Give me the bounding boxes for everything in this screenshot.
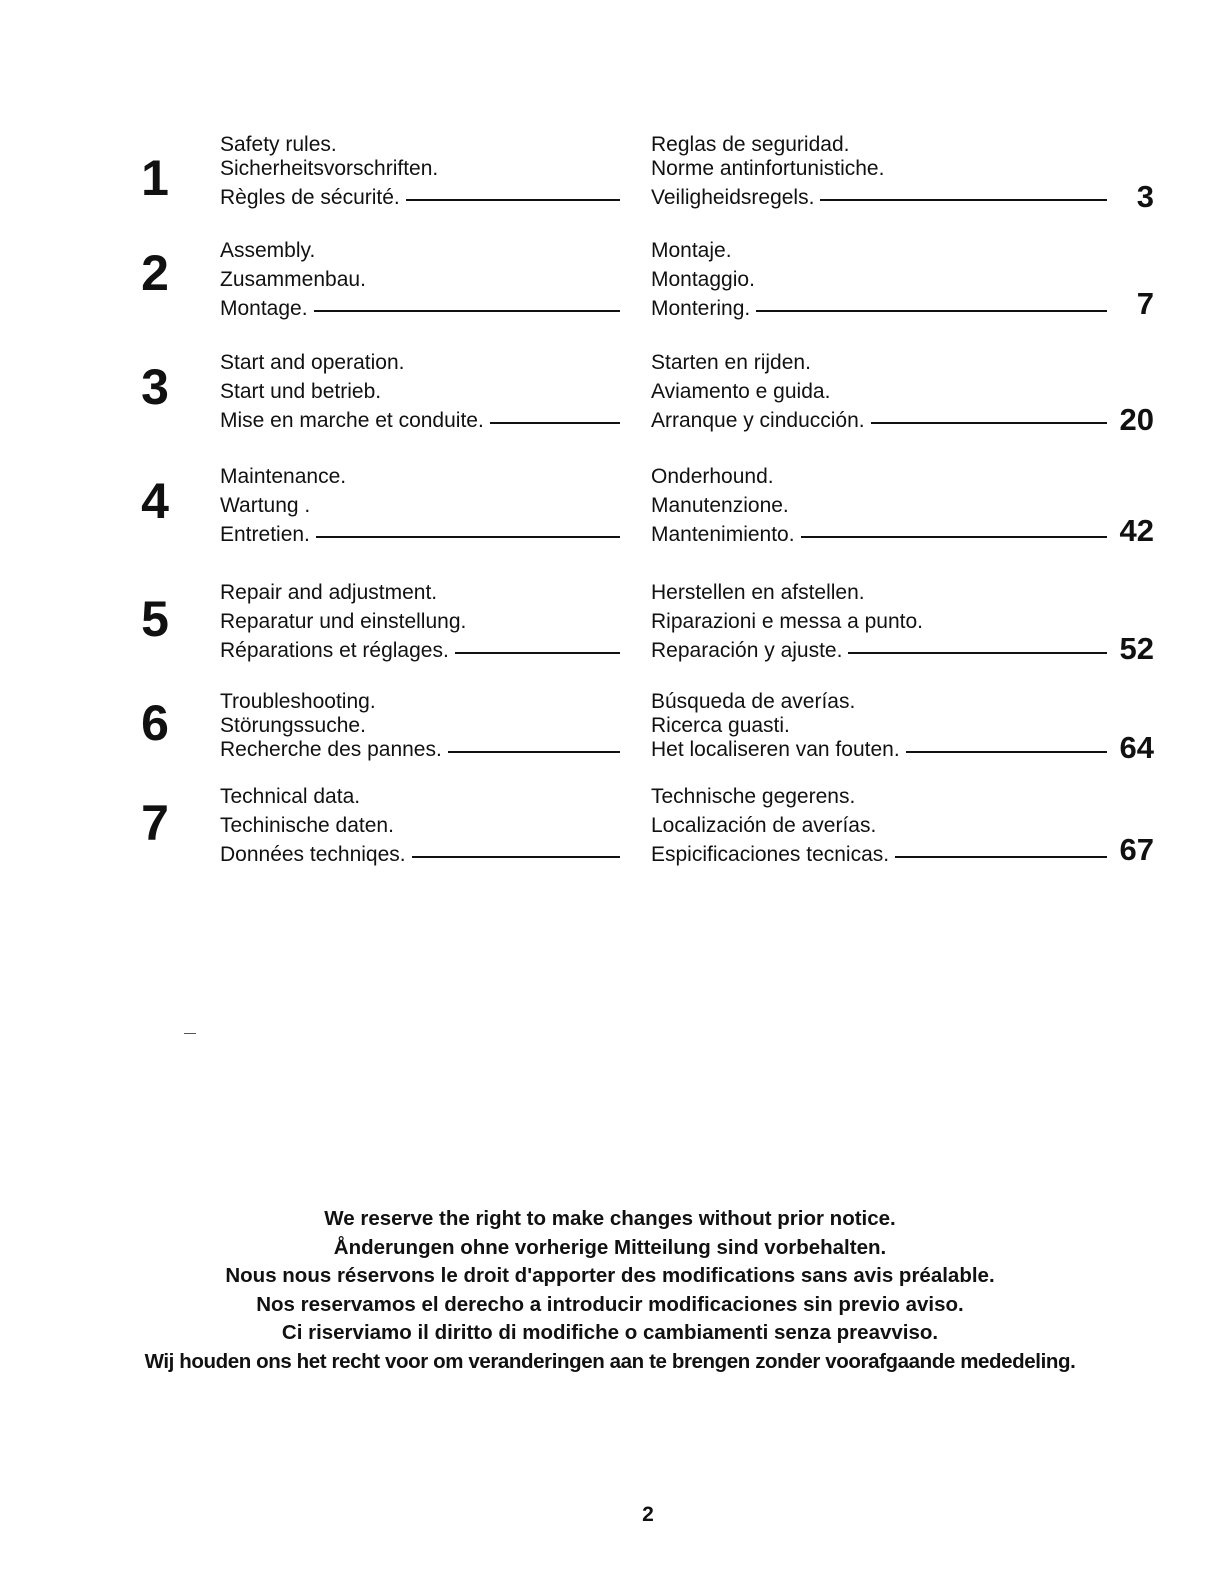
dot-leader [490,422,620,424]
toc-entry-de: Sicherheitsvorschriften. [220,157,439,180]
toc-entry-de: Wartung . [220,494,311,517]
toc-section-5 [0,578,1220,678]
change-notice [0,1205,1220,1377]
notice-line-fr: Nous nous réservons le droit d'apporter des modifications sans avis préalable. [225,1264,995,1288]
toc-entry-it: Norme antinfortunistiche. [651,157,885,180]
toc-entry-es: Montaje. [651,239,732,262]
page-reference: 20 [1119,402,1154,437]
notice-line-it: Ci riserviamo il diritto di modifiche o cambiamenti senza preavviso. [281,1321,939,1345]
toc-entry-fr: Réparations et réglages. [220,636,620,665]
section-number: 5 [141,591,169,647]
toc-entry-es: Technische gegerens. [651,785,856,808]
toc-entry-it: Manutenzione. [651,494,789,517]
toc-entry-es: Starten en rijden. [651,351,811,374]
dot-leader [756,310,1107,312]
section-number: 7 [141,795,169,851]
toc-entry-nl: Reparación y ajuste. [651,636,1107,665]
toc-entry-it: Ricerca guasti. [651,714,790,737]
toc-entry-de: Start und betrieb. [220,380,382,403]
notice-line-nl: Wij houden ons het recht voor om veranderingen aan te brengen zonder voorafgaande mededeling. [144,1349,1076,1373]
toc-section-7 [0,782,1220,882]
toc-entry-nl: Espicificaciones tecnicas. [651,840,1107,869]
section-number: 1 [141,150,169,206]
page-reference: 7 [1136,286,1154,321]
toc-section-6 [0,690,1220,790]
toc-left-column [220,236,620,323]
toc-right-column [651,133,1107,210]
toc-entry-it: Aviamento e guida. [651,380,831,403]
toc-entry-en: Repair and adjustment. [220,581,438,604]
page-reference: 64 [1119,730,1154,765]
toc-entry-en: Assembly. [220,239,316,262]
toc-entry-es: Búsqueda de averías. [651,690,856,713]
section-number: 6 [141,695,169,751]
toc-entry-en: Start and operation. [220,351,405,374]
toc-left-column [220,133,620,210]
dot-leader [406,199,620,201]
toc-entry-nl: Veiligheidsregels. [651,181,1107,210]
toc-section-2 [0,236,1220,336]
section-number: 2 [141,245,169,301]
page-reference: 67 [1119,832,1154,867]
toc-left-column [220,348,620,435]
notice-line-en: We reserve the right to make changes without prior notice. [324,1207,896,1230]
toc-entry-nl: Montering. [651,294,1107,323]
dot-leader [871,422,1107,424]
toc-entry-nl: Het localiseren van fouten. [651,738,1107,762]
toc-entry-it: Localización de averías. [651,814,877,837]
notice-line-es: Nos reservamos el derecho a introducir modificaciones sin previo aviso. [256,1292,964,1316]
dot-leader [316,536,620,538]
toc-right-column [651,462,1107,549]
dot-leader [820,199,1107,201]
toc-section-3 [0,348,1220,448]
dot-leader [455,652,620,654]
dot-leader [848,652,1107,654]
toc-entry-fr: Règles de sécurité. [220,181,620,210]
toc-entry-fr: Recherche des pannes. [220,738,620,762]
toc-right-column [651,348,1107,435]
toc-right-column [651,690,1107,762]
toc-left-column [220,690,620,762]
toc-entry-it: Montaggio. [651,268,755,291]
page-reference: 42 [1119,513,1154,548]
toc-entry-fr: Données techniqes. [220,840,620,869]
toc-left-column [220,462,620,549]
toc-entry-en: Safety rules. [220,133,337,156]
toc-entry-it: Riparazioni e messa a punto. [651,610,923,633]
dot-leader [412,856,620,858]
dot-leader [448,751,620,753]
toc-entry-es: Herstellen en afstellen. [651,581,865,604]
toc-entry-nl: Mantenimiento. [651,520,1107,549]
toc-entry-de: Techinische daten. [220,814,394,837]
toc-entry-en: Maintenance. [220,465,347,488]
toc-entry-fr: Montage. [220,294,620,323]
toc-entry-en: Troubleshooting. [220,690,376,713]
scan-speck [184,1033,196,1034]
toc-right-column [651,782,1107,869]
toc-entry-nl: Arranque y cinducción. [651,406,1107,435]
section-number: 3 [141,359,169,415]
section-number: 4 [141,473,169,529]
toc-left-column [220,782,620,869]
notice-line-de: Ånderungen ohne vorherige Mitteilung sind vorbehalten. [333,1235,887,1259]
toc-entry-de: Reparatur und einstellung. [220,610,467,633]
dot-leader [314,310,620,312]
toc-section-1 [0,133,1220,233]
toc-entry-de: Zusammenbau. [220,268,366,291]
toc-entry-fr: Mise en marche et conduite. [220,406,620,435]
toc-entry-de: Störungssuche. [220,714,366,737]
toc-entry-es: Reglas de seguridad. [651,133,850,156]
toc-right-column [651,578,1107,665]
page-reference: 52 [1119,631,1154,666]
toc-right-column [651,236,1107,323]
toc-section-4 [0,462,1220,562]
dot-leader [801,536,1107,538]
toc-entry-en: Technical data. [220,785,361,808]
page-reference: 3 [1136,179,1154,214]
toc-left-column [220,578,620,665]
page-number: 2 [642,1503,654,1526]
toc-entry-fr: Entretien. [220,520,620,549]
toc-entry-es: Onderhound. [651,465,774,488]
